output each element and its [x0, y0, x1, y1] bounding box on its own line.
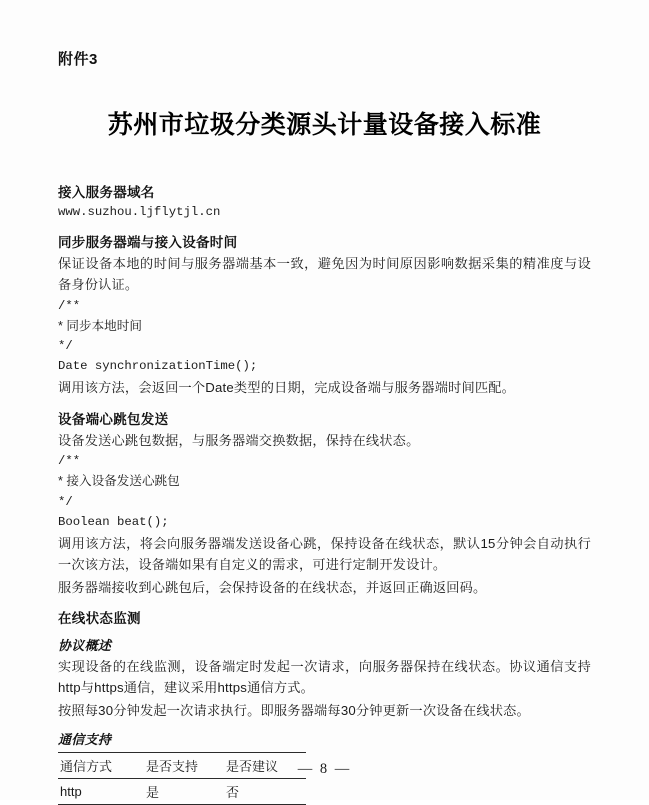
time-sync-code-line-1: /**: [58, 298, 81, 313]
document-body: [58, 181, 591, 805]
table-header-cell-supported: 是否支持: [144, 753, 224, 779]
server-domain-value: www.suzhou.ljflytjl.cn: [58, 205, 221, 219]
protocol-overview-paragraph-2: 按照每30分钟发起一次请求执行。即服务器端每30分钟更新一次设备在线状态。: [58, 702, 530, 718]
section-heading-time-sync: 同步服务器端与接入设备时间: [58, 235, 238, 251]
page-number: — 8 —: [297, 761, 352, 777]
heartbeat-code-line-3: */: [58, 494, 73, 509]
subsection-heading-comm-support: 通信支持: [58, 732, 112, 748]
time-sync-code-line-4: Date synchronizationTime();: [58, 359, 258, 374]
heartbeat-code-line-4: Boolean beat();: [58, 514, 169, 529]
time-sync-code-line-3: */: [58, 339, 73, 354]
table-cell-supported: 是: [144, 779, 224, 805]
time-sync-code-line-2: * 同步本地时间: [58, 318, 142, 333]
attachment-label: 附件3: [58, 51, 98, 68]
table-cell-method: http: [58, 779, 144, 805]
section-heading-server-domain: 接入服务器域名: [58, 185, 155, 200]
heartbeat-paragraph-2: 调用该方法，将会向服务器端发送设备心跳，保持设备在线状态，默认15分钟会自动执行一次该方法，设备端如果有自定义的需求，可进行定制开发设计。: [58, 535, 591, 573]
table-header-cell-recommended: 是否建议: [224, 753, 306, 779]
heartbeat-code-line-1: /**: [58, 454, 81, 469]
section-heading-online-status: 在线状态监测: [58, 610, 141, 626]
table-header-cell-method: 通信方式: [58, 753, 144, 779]
heartbeat-code-line-2: * 接入设备发送心跳包: [58, 474, 180, 489]
table-row: [58, 779, 306, 805]
section-heading-heartbeat: 设备端心跳包发送: [58, 411, 169, 427]
heartbeat-paragraph-1: 设备发送心跳包数据，与服务器端交换数据，保持在线状态。: [58, 432, 420, 448]
time-sync-paragraph-1: 保证设备本地的时间与服务器端基本一致，避免因为时间原因影响数据采集的精准度与设备身份认证。: [58, 256, 591, 293]
time-sync-paragraph-2: 调用该方法，会返回一个Date类型的日期，完成设备端与服务器端时间匹配。: [58, 380, 516, 396]
subsection-heading-protocol-overview: 协议概述: [58, 637, 112, 653]
page-title: 苏州市垃圾分类源头计量设备接入标准: [107, 112, 542, 139]
table-cell-recommended: 否: [224, 779, 306, 805]
protocol-overview-paragraph-1: 实现设备的在线监测，设备端定时发起一次请求，向服务器保持在线状态。协议通信支持http与https通信，建议采用https通信方式。: [58, 658, 591, 696]
heartbeat-paragraph-3: 服务器端接收到心跳包后，会保持设备的在线状态，并返回正确返回码。: [58, 579, 487, 595]
